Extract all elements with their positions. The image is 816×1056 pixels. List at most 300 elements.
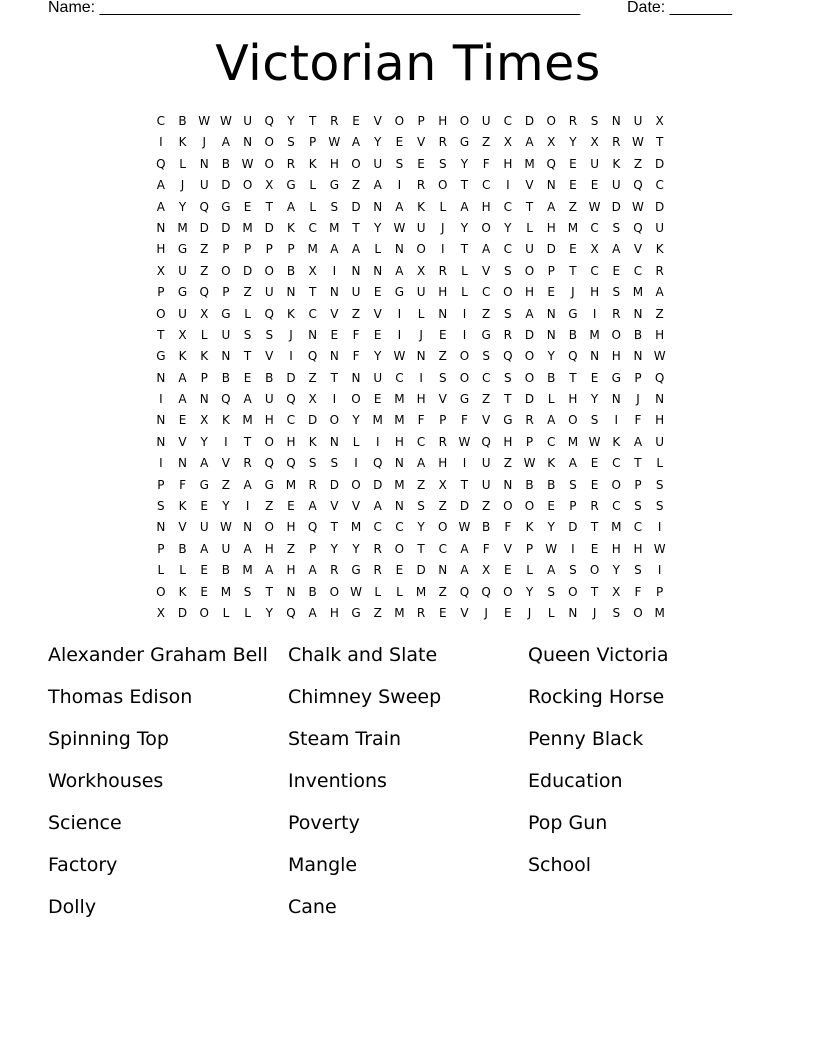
grid-letter: I bbox=[592, 306, 597, 321]
grid-letter: F bbox=[634, 584, 642, 599]
grid-letter: P bbox=[157, 477, 165, 492]
word-list-item: Chimney Sweep bbox=[288, 686, 442, 708]
grid-letter: M bbox=[242, 413, 253, 428]
grid-letter: N bbox=[329, 434, 339, 449]
grid-letter: L bbox=[309, 199, 316, 214]
grid-letter: E bbox=[438, 605, 447, 620]
grid-letter: K bbox=[287, 306, 295, 321]
grid-letter: D bbox=[221, 220, 231, 235]
grid-letter: T bbox=[330, 370, 339, 385]
grid-letter: R bbox=[568, 114, 578, 128]
grid-letter: E bbox=[547, 285, 556, 300]
grid-letter: K bbox=[200, 349, 209, 364]
grid-letter: R bbox=[416, 605, 426, 620]
grid-letter: T bbox=[352, 220, 360, 235]
grid-letter: K bbox=[287, 220, 295, 235]
grid-letter: D bbox=[221, 178, 231, 193]
grid-letter: W bbox=[632, 199, 644, 214]
grid-letter: K bbox=[547, 456, 556, 471]
grid-letter: R bbox=[308, 477, 317, 492]
grid-letter: H bbox=[503, 434, 513, 449]
grid-letter: N bbox=[373, 263, 383, 278]
grid-letter: W bbox=[393, 349, 406, 364]
grid-letter: D bbox=[655, 156, 665, 171]
word-list-item: Penny Black bbox=[528, 728, 644, 750]
grid-letter: B bbox=[221, 156, 231, 171]
word-list-item: Pop Gun bbox=[528, 812, 608, 834]
grid-letter: I bbox=[397, 306, 402, 321]
grid-letter: E bbox=[417, 156, 425, 171]
grid-letter: S bbox=[655, 477, 664, 492]
grid-letter: O bbox=[503, 285, 513, 300]
word-list-item: Education bbox=[528, 770, 623, 792]
grid-letter: A bbox=[612, 242, 621, 257]
grid-letter: X bbox=[590, 242, 599, 257]
grid-letter: N bbox=[394, 242, 404, 257]
grid-letter: J bbox=[202, 135, 206, 150]
grid-row bbox=[150, 154, 671, 175]
grid-row bbox=[150, 175, 671, 196]
grid-letter: E bbox=[569, 242, 577, 257]
grid-letter: N bbox=[243, 520, 253, 535]
grid-letter: B bbox=[265, 370, 274, 385]
grid-letter: N bbox=[590, 349, 600, 364]
grid-letter: F bbox=[417, 413, 425, 428]
grid-letter: X bbox=[416, 263, 426, 278]
grid-letter: O bbox=[264, 135, 274, 150]
grid-letter: V bbox=[503, 541, 512, 556]
grid-letter: Y bbox=[547, 520, 555, 535]
grid-letter: N bbox=[416, 349, 426, 364]
grid-letter: O bbox=[524, 263, 535, 278]
grid-letter: A bbox=[460, 541, 469, 556]
grid-letter: E bbox=[569, 178, 577, 193]
grid-letter: G bbox=[481, 327, 491, 342]
grid-letter: O bbox=[221, 263, 231, 278]
grid-letter: V bbox=[178, 520, 187, 535]
grid-letter: K bbox=[417, 199, 426, 214]
grid-letter: T bbox=[157, 327, 165, 342]
grid-letter: H bbox=[655, 327, 665, 342]
grid-letter: U bbox=[525, 242, 534, 257]
grid-letter: C bbox=[286, 413, 296, 428]
grid-letter: Q bbox=[199, 199, 209, 214]
grid-letter: R bbox=[612, 135, 621, 150]
grid-letter: H bbox=[286, 434, 296, 449]
grid-letter: D bbox=[373, 477, 383, 492]
grid-letter: F bbox=[482, 541, 490, 556]
grid-letter: H bbox=[655, 413, 665, 428]
grid-letter: O bbox=[524, 370, 535, 385]
grid-letter: Y bbox=[330, 541, 339, 556]
grid-letter: C bbox=[590, 220, 599, 235]
grid-letter: U bbox=[264, 392, 274, 407]
grid-letter: L bbox=[374, 584, 382, 599]
grid-letter: R bbox=[438, 135, 447, 150]
grid-letter: Y bbox=[590, 392, 599, 407]
grid-letter: P bbox=[222, 285, 230, 300]
grid-letter: P bbox=[525, 434, 534, 449]
grid-letter: E bbox=[352, 114, 360, 128]
grid-letter: V bbox=[482, 413, 491, 428]
grid-row bbox=[150, 432, 671, 453]
grid-letter: E bbox=[178, 413, 187, 428]
grid-letter: C bbox=[395, 370, 404, 385]
grid-letter: W bbox=[219, 520, 232, 535]
grid-letter: U bbox=[373, 156, 383, 171]
word-list-item: Inventions bbox=[288, 770, 387, 792]
grid-letter: N bbox=[546, 306, 556, 321]
grid-letter: Y bbox=[352, 541, 360, 556]
grid-letter: T bbox=[460, 477, 469, 492]
grid-letter: V bbox=[373, 114, 382, 128]
grid-letter: S bbox=[287, 135, 295, 150]
grid-letter: M bbox=[242, 563, 253, 578]
grid-letter: G bbox=[459, 392, 470, 407]
grid-letter: N bbox=[633, 306, 643, 321]
grid-letter: U bbox=[243, 114, 252, 128]
grid-letter: Y bbox=[417, 520, 425, 535]
grid-letter: M bbox=[611, 520, 622, 535]
grid-letter: S bbox=[612, 605, 621, 620]
grid-letter: S bbox=[330, 199, 339, 214]
grid-letter: U bbox=[199, 520, 209, 535]
grid-letter: S bbox=[547, 584, 556, 599]
grid-row bbox=[150, 111, 671, 132]
grid-letter: L bbox=[439, 199, 447, 214]
word-list-item: Steam Train bbox=[288, 728, 401, 750]
grid-letter: P bbox=[547, 263, 555, 278]
grid-letter: U bbox=[178, 263, 187, 278]
grid-letter: U bbox=[178, 306, 187, 321]
grid-letter: G bbox=[394, 285, 405, 300]
grid-letter: E bbox=[590, 541, 599, 556]
grid-letter: H bbox=[286, 563, 296, 578]
grid-letter: N bbox=[221, 349, 231, 364]
grid-letter: P bbox=[200, 370, 208, 385]
grid-letter: N bbox=[611, 114, 621, 128]
grid-letter: K bbox=[525, 520, 534, 535]
grid-letter: C bbox=[308, 306, 317, 321]
grid-letter: N bbox=[308, 327, 318, 342]
grid-letter: Z bbox=[438, 499, 447, 514]
grid-letter: Z bbox=[633, 156, 643, 171]
word-list-item: Science bbox=[48, 812, 122, 834]
grid-letter: G bbox=[221, 199, 231, 214]
grid-letter: A bbox=[243, 392, 252, 407]
grid-letter: B bbox=[178, 114, 187, 128]
grid-letter: A bbox=[156, 199, 165, 214]
word-list-item: Factory bbox=[48, 854, 118, 876]
grid-letter: E bbox=[569, 156, 577, 171]
grid-letter: E bbox=[547, 499, 556, 514]
grid-letter: G bbox=[156, 349, 166, 364]
word-list-item: Alexander Graham Bell bbox=[48, 644, 268, 666]
grid-letter: C bbox=[503, 114, 513, 128]
grid-letter: U bbox=[373, 370, 383, 385]
grid-letter: S bbox=[265, 327, 274, 342]
grid-letter: E bbox=[612, 263, 621, 278]
grid-letter: B bbox=[221, 563, 231, 578]
grid-letter: D bbox=[524, 327, 535, 342]
grid-letter: O bbox=[156, 584, 166, 599]
grid-letter: N bbox=[286, 285, 296, 300]
grid-letter: W bbox=[219, 114, 232, 128]
grid-letter: S bbox=[243, 327, 252, 342]
grid-letter: A bbox=[482, 242, 491, 257]
grid-letter: F bbox=[634, 413, 642, 428]
grid-letter: O bbox=[459, 349, 470, 364]
grid-letter: E bbox=[504, 563, 512, 578]
grid-letter: I bbox=[224, 434, 228, 449]
grid-letter: U bbox=[416, 285, 426, 300]
grid-letter: G bbox=[199, 477, 209, 492]
grid-letter: Z bbox=[286, 541, 296, 556]
grid-letter: V bbox=[525, 178, 534, 193]
grid-letter: S bbox=[308, 456, 317, 471]
grid-letter: T bbox=[460, 178, 469, 193]
grid-letter: O bbox=[394, 541, 405, 556]
grid-letter: A bbox=[547, 413, 556, 428]
grid-letter: I bbox=[354, 456, 358, 471]
grid-letter: J bbox=[484, 605, 488, 620]
grid-letter: M bbox=[632, 285, 644, 300]
grid-letter: G bbox=[503, 413, 513, 428]
grid-letter: B bbox=[286, 263, 296, 278]
grid-letter: X bbox=[156, 263, 165, 278]
grid-letter: V bbox=[460, 605, 469, 620]
grid-letter: R bbox=[286, 156, 296, 171]
word-list-item: Spinning Top bbox=[48, 728, 169, 750]
grid-letter: D bbox=[655, 199, 665, 214]
grid-letter: E bbox=[200, 584, 209, 599]
grid-letter: Z bbox=[482, 135, 491, 150]
grid-letter: L bbox=[157, 563, 165, 578]
grid-letter: N bbox=[373, 199, 383, 214]
grid-letter: T bbox=[525, 199, 534, 214]
grid-letter: P bbox=[157, 541, 165, 556]
grid-letter: K bbox=[612, 156, 621, 171]
grid-letter: G bbox=[351, 605, 361, 620]
grid-letter: G bbox=[329, 178, 339, 193]
grid-letter: N bbox=[611, 392, 621, 407]
grid-letter: C bbox=[503, 199, 513, 214]
grid-letter: U bbox=[481, 456, 491, 471]
grid-letter: H bbox=[611, 349, 621, 364]
grid-letter: P bbox=[417, 114, 425, 128]
grid-letter: D bbox=[199, 220, 209, 235]
grid-letter: R bbox=[373, 563, 382, 578]
grid-letter: K bbox=[178, 499, 187, 514]
grid-letter: A bbox=[568, 456, 578, 471]
grid-letter: D bbox=[568, 520, 578, 535]
grid-letter: O bbox=[633, 605, 643, 620]
grid-letter: W bbox=[653, 541, 666, 556]
grid-letter: M bbox=[567, 434, 579, 449]
grid-letter: E bbox=[504, 605, 512, 620]
grid-letter: L bbox=[461, 285, 468, 300]
grid-letter: I bbox=[657, 520, 662, 535]
grid-letter: I bbox=[397, 178, 402, 193]
grid-letter: W bbox=[458, 520, 471, 535]
grid-letter: U bbox=[655, 220, 665, 235]
grid-letter: H bbox=[329, 156, 339, 171]
grid-letter: I bbox=[462, 306, 467, 321]
grid-letter: C bbox=[308, 220, 317, 235]
grid-letter: W bbox=[545, 541, 558, 556]
grid-letter: L bbox=[309, 178, 316, 193]
grid-letter: V bbox=[330, 306, 339, 321]
grid-letter: W bbox=[588, 199, 601, 214]
grid-letter: A bbox=[395, 199, 404, 214]
grid-letter: M bbox=[177, 220, 188, 235]
grid-letter: Q bbox=[286, 605, 296, 620]
grid-row bbox=[150, 197, 671, 218]
grid-letter: N bbox=[394, 456, 404, 471]
grid-letter: M bbox=[394, 605, 405, 620]
grid-letter: X bbox=[178, 327, 187, 342]
grid-letter: H bbox=[416, 392, 426, 407]
grid-letter: Y bbox=[460, 156, 469, 171]
grid-letter: A bbox=[156, 178, 165, 193]
grid-letter: Y bbox=[504, 220, 512, 235]
grid-letter: B bbox=[178, 541, 187, 556]
grid-letter: E bbox=[243, 370, 252, 385]
grid-letter: U bbox=[199, 178, 209, 193]
grid-letter: M bbox=[285, 477, 297, 492]
grid-letter: X bbox=[655, 114, 664, 128]
grid-letter: N bbox=[351, 370, 361, 385]
grid-letter: C bbox=[503, 242, 513, 257]
grid-letter: E bbox=[373, 285, 382, 300]
grid-letter: A bbox=[200, 541, 209, 556]
grid-letter: Q bbox=[654, 370, 665, 385]
word-list bbox=[48, 643, 768, 937]
grid-letter: S bbox=[504, 306, 512, 321]
grid-letter: L bbox=[179, 156, 186, 171]
grid-letter: A bbox=[525, 135, 534, 150]
grid-letter: N bbox=[655, 392, 665, 407]
grid-letter: W bbox=[241, 156, 254, 171]
grid-letter: A bbox=[178, 370, 187, 385]
grid-letter: Q bbox=[264, 306, 274, 321]
grid-letter: X bbox=[503, 135, 512, 150]
grid-letter: Y bbox=[569, 135, 577, 150]
grid-letter: G bbox=[177, 242, 188, 257]
grid-letter: Q bbox=[199, 285, 209, 300]
grid-letter: Y bbox=[612, 563, 620, 578]
grid-letter: T bbox=[265, 584, 273, 599]
grid-letter: D bbox=[308, 413, 318, 428]
grid-letter: B bbox=[547, 370, 556, 385]
grid-letter: R bbox=[438, 263, 447, 278]
grid-letter: L bbox=[547, 605, 555, 620]
grid-letter: L bbox=[352, 434, 360, 449]
grid-letter: J bbox=[289, 327, 293, 342]
grid-letter: S bbox=[634, 499, 642, 514]
grid-letter: N bbox=[546, 178, 556, 193]
grid-letter: Q bbox=[264, 114, 274, 128]
grid-letter: I bbox=[332, 263, 337, 278]
grid-letter: O bbox=[351, 156, 361, 171]
grid-letter: T bbox=[308, 114, 317, 128]
grid-letter: Q bbox=[286, 392, 296, 407]
grid-letter: S bbox=[504, 263, 512, 278]
grid-row bbox=[150, 582, 671, 603]
grid-letter: Z bbox=[221, 477, 231, 492]
grid-letter: P bbox=[243, 242, 252, 257]
grid-letter: E bbox=[438, 327, 447, 342]
grid-letter: Y bbox=[178, 199, 187, 214]
grid-letter: T bbox=[569, 370, 577, 385]
grid-row bbox=[150, 453, 671, 474]
grid-letter: P bbox=[309, 541, 317, 556]
grid-letter: D bbox=[242, 263, 253, 278]
grid-letter: E bbox=[200, 563, 209, 578]
word-list-item: Chalk and Slate bbox=[288, 644, 438, 666]
grid-letter: C bbox=[156, 114, 166, 128]
grid-letter: Z bbox=[351, 178, 361, 193]
grid-letter: N bbox=[199, 156, 209, 171]
grid-letter: I bbox=[159, 135, 163, 150]
grid-letter: E bbox=[373, 327, 382, 342]
grid-letter: B bbox=[568, 327, 578, 342]
grid-letter: T bbox=[330, 520, 339, 535]
grid-letter: W bbox=[198, 114, 211, 128]
grid-letter: N bbox=[178, 456, 188, 471]
grid-letter: L bbox=[417, 306, 425, 321]
grid-letter: O bbox=[459, 370, 470, 385]
grid-letter: J bbox=[636, 392, 640, 407]
grid-letter: H bbox=[611, 541, 621, 556]
grid-letter: I bbox=[614, 413, 619, 428]
grid-letter: V bbox=[265, 349, 274, 364]
grid-letter: H bbox=[438, 456, 448, 471]
grid-letter: S bbox=[634, 563, 642, 578]
grid-row bbox=[150, 475, 671, 496]
grid-letter: I bbox=[245, 499, 250, 514]
grid-letter: E bbox=[243, 199, 252, 214]
grid-letter: A bbox=[308, 499, 317, 514]
grid-letter: P bbox=[656, 584, 664, 599]
grid-letter: P bbox=[634, 370, 642, 385]
grid-letter: I bbox=[506, 178, 510, 193]
grid-letter: I bbox=[397, 327, 402, 342]
grid-letter: Q bbox=[307, 349, 318, 364]
grid-letter: O bbox=[199, 605, 209, 620]
grid-letter: Q bbox=[568, 349, 578, 364]
grid-letter: H bbox=[438, 114, 448, 128]
grid-letter: V bbox=[221, 456, 231, 471]
grid-letter: W bbox=[632, 135, 644, 150]
grid-letter: O bbox=[351, 477, 361, 492]
grid-letter: I bbox=[419, 370, 423, 385]
grid-row bbox=[150, 539, 671, 560]
grid-letter: V bbox=[178, 434, 187, 449]
grid-letter: M bbox=[350, 520, 362, 535]
grid-letter: Y bbox=[222, 499, 230, 514]
grid-letter: I bbox=[159, 392, 163, 407]
word-list-item: Workhouses bbox=[48, 770, 164, 792]
grid-letter: A bbox=[308, 605, 317, 620]
grid-letter: A bbox=[351, 242, 361, 257]
grid-letter: N bbox=[438, 306, 448, 321]
grid-letter: U bbox=[221, 327, 231, 342]
grid-letter: G bbox=[177, 285, 188, 300]
grid-letter: U bbox=[655, 434, 665, 449]
grid-letter: X bbox=[200, 306, 209, 321]
word-list-item: Queen Victoria bbox=[528, 644, 669, 666]
